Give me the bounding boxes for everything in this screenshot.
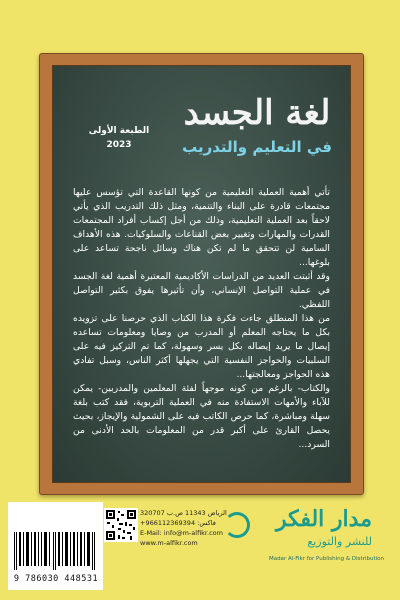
isbn-barcode: [8, 502, 103, 590]
publisher-logo-icon: [224, 512, 250, 538]
paragraph: وقد أثبتت العديد من الدراسات الأكاديمية المعتبرة أهمية لغة الجسد في عملية التواصل الإنساني، وأن تأثيرها يفوق بكثير التواصل اللفظي.: [73, 271, 330, 310]
edition-info: [79, 124, 159, 152]
book-title: لغة الجسد: [183, 93, 331, 133]
paragraph: تأتي أهمية العملية التعليمية من كونها القاعدة التي تؤسس عليها مجتمعات قادرة على البناء والتنمية، ومثل ذلك التدريب الذي يأتي لاحقاً بعد العملية التعليمية، وذلك من أجل إكساب أفراد المجتمعات القدرات والمهارات وتغيير بعض القناعات والسلوكيات. هذه الأهداف السامية لن تتحقق ما لم تكن هناك وسائل ناجحة تساعد على بلوغها...: [73, 187, 330, 268]
email-line[interactable]: E-Mail: info@m-alfikr.com: [140, 529, 223, 537]
chalkboard-frame: [39, 53, 364, 495]
paragraph: والكتاب- بالرغم من كونه موجهاً لفئة المعلمين والمدربين- يمكن للآباء والأمهات الاستفادة منه في العملية التربوية، فقد كتب بلغة سهلة ومباشرة، كما حرص الكاتب فيه على الشمولية والإيجاز، بحيث يحصل القارئ على أكبر قدر من المعلومات بالحد الأدنى من السرد...: [73, 383, 330, 450]
publisher-name: مدار الفكر: [276, 506, 372, 532]
qr-code-icon: [104, 508, 138, 542]
fax-line: فاكس: 966112369394+: [140, 519, 216, 527]
isbn-number: 9 786030 448531: [13, 574, 99, 584]
chalkboard-surface: [52, 65, 351, 483]
barcode-bars: [12, 532, 98, 570]
edition-year: 2023: [106, 140, 132, 150]
back-cover-text: [73, 186, 330, 452]
publisher-name-english: Madar Al-Fikr for Publishing & Distribution: [268, 556, 384, 562]
address-line: الرياض 11343 ص.ب 320707: [140, 509, 227, 517]
edition-label: الطبعة الأولى: [88, 126, 150, 136]
paragraph: من هذا المنطلق جاءت فكرة هذا الكتاب الذي حرصنا على تزويده بكل ما يحتاجه المعلم أو المدرب من وصايا ومعلومات تساعده إيصال ما يريد إيصاله بكل يسر وسهولة، كما تم التركيز فيه على السلبيات والحواجز النفسية التي يجهلها أكثر الناس، وسبل تفادي هذه الحواجز ومعالجتها...: [73, 313, 330, 380]
website-line[interactable]: www.m-alfikr.com: [140, 539, 198, 547]
book-subtitle: في التعليم والتدريب: [182, 138, 332, 156]
publisher-tagline: للنشر والتوزيع: [307, 535, 372, 548]
